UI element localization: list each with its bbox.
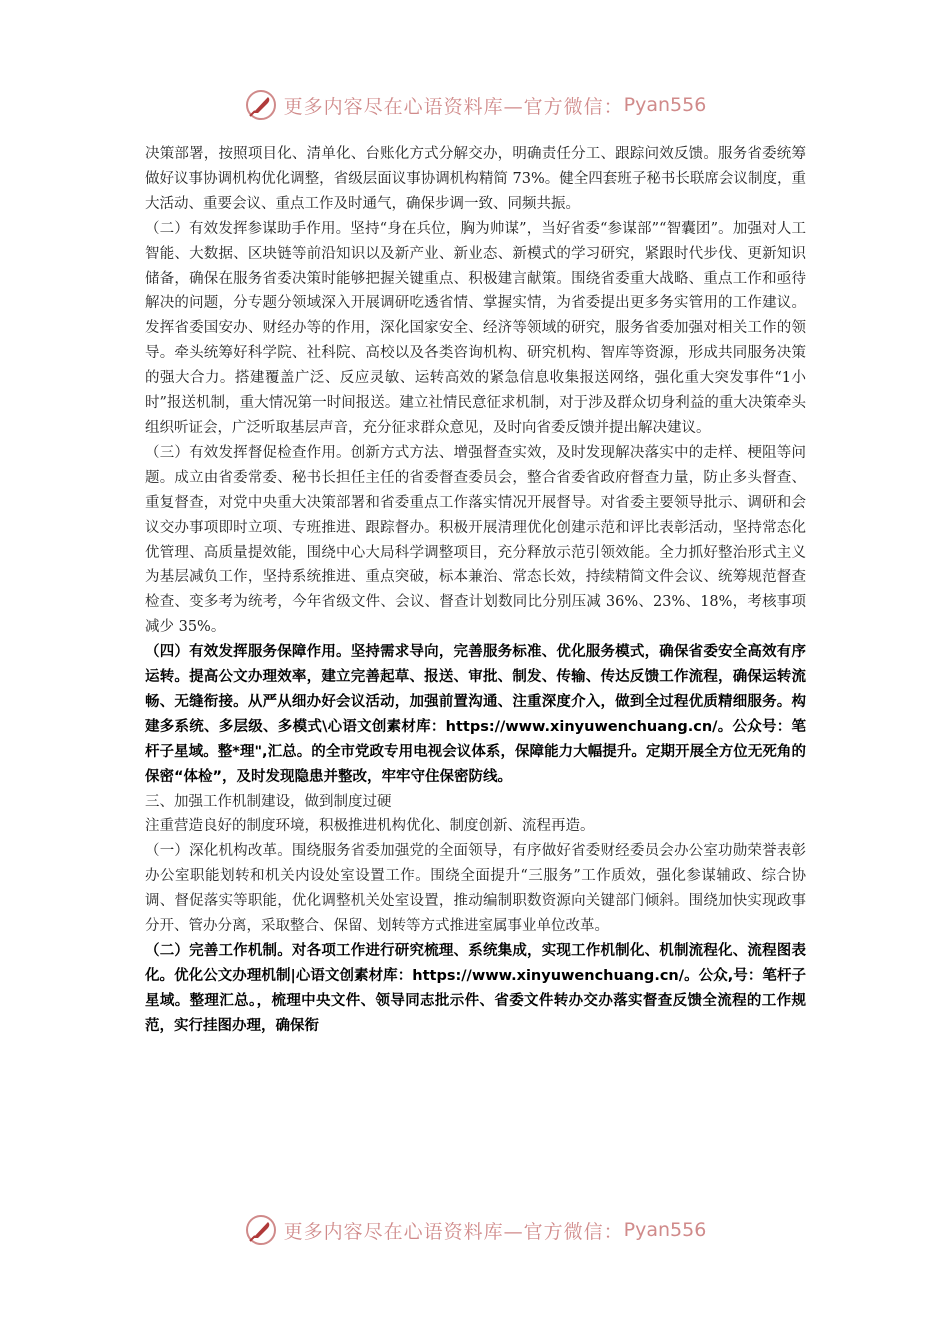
top-banner bbox=[0, 83, 950, 127]
paragraph: 三、加强工作机制建设，做到制度过硬 bbox=[145, 793, 392, 810]
banner-wechat-id: Pyan556 bbox=[623, 1219, 707, 1241]
paragraph: （二）有效发挥参谋助手作用。坚持“身在兵位，胸为帅谋”，当好省委“参谋部”“智囊团”。加强对人工智能、大数据、区块链等前沿知识以及新产业、新业态、新模式的学习研究，紧跟时代步伐、更新知识储备，确保在服务省委决策时能够把握关键重点、积极建言献策。围绕省委重大战略、重点工作和亟待解决的问题，分专题分领域深入开展调研吃透省情、掌握实情，为省委提出更多务实管用的工作建议。发挥省委国安办、财经办等的作用，深化国家安全、经济等领域的研究，服务省委加强对相关工作的领导。牵头统筹好科学院、社科院、高校以及各类咨询机构、研究机构、智库等资源，形成共同服务决策的强大合力。搭建覆盖广泛、反应灵敏、运转高效的紧急信息收集报送网络，强化重大突发事件“1小时”报送机制，重大情况第一时间报送。建立社情民意征求机制，对于涉及群众切身利益的重大决策牵头组织听证会，广泛听取基层声音，充分征求群众意见，及时向省委反馈并提出解决建议。 bbox=[145, 220, 806, 436]
document-body bbox=[145, 142, 806, 1039]
quill-pen-icon bbox=[244, 1213, 278, 1247]
paragraph: 决策部署，按照项目化、清单化、台账化方式分解交办，明确责任分工、跟踪问效反馈。服务省委统筹做好议事协调机构优化调整，省级层面议事协调机构精简 73%。健全四套班子秘书长联席会议制度，重大活动、重要会议、重点工作及时通气，确保步调一致、同频共振。 bbox=[145, 146, 806, 212]
paragraph: （三）有效发挥督促检查作用。创新方式方法、增强督查实效，及时发现解决落实中的走样、梗阻等问题。成立由省委常委、秘书长担任主任的省委督查委员会，整合省委省政府督查力量，防止多头督查、重复督查，对党中央重大决策部署和省委重点工作落实情况开展督导。对省委主要领导批示、调研和会议交办事项即时立项、专班推进、跟踪督办。积极开展清理优化创建示范和评比表彰活动，坚持常态化优管理、高质量提效能，围绕中心大局科学调整项目，充分释放示范引领效能。全力抓好整治形式主义为基层减负工作，坚持系统推进、重点突破，标本兼治、常态长效，持续精简文件会议、统筹规范督查检查、变多考为统考，今年省级文件、会议、督查计划数同比分别压减 36%、23%、18%，考核事项减少 35%。 bbox=[145, 444, 806, 636]
paragraph: （一）深化机构改革。围绕服务省委加强党的全面领导，有序做好省委财经委员会办公室功勋荣誉表彰办公室职能划转和机关内设处室设置工作。围绕全面提升“三服务”工作质效，强化参谋辅政、综合协调、督促落实等职能，优化调整机关处室设置，推动编制职数资源向关键部门倾斜。围绕加快实现政事分开、管办分离，采取整合、保留、划转等方式推进室属事业单位改革。 bbox=[145, 843, 806, 935]
paragraph: （四）有效发挥服务保障作用。坚持需求导向，完善服务标准、优化服务模式，确保省委安全高效有序运转。提高公文办理效率，建立完善起草、报送、审批、制发、传输、传达反馈工作流程，确保运转流畅、无缝衔接。从严从细办好会议活动，加强前置沟通、注重深度介入，做到全过程优质精细服务。构建多系统、多层级、多模式\心语文创素材库：https://www.xinyuwenchuang.cn/。公众号：笔杆子星域。整*理",汇总。的全市党政专用电视会议体系，保障能力大幅提升。定期开展全方位无死角的保密“体检”，及时发现隐患并整改，牢牢守住保密防线。 bbox=[145, 644, 806, 785]
quill-pen-icon bbox=[244, 88, 278, 122]
bottom-banner bbox=[0, 1208, 950, 1252]
paragraph: （二）完善工作机制。对各项工作进行研究梳理、系统集成，实现工作机制化、机制流程化、流程图表化。优化公文办理机制|心语文创素材库：https://www.xinyuwenchuang.cn/。公众,号：笔杆子星域。整理汇总。，梳理中央文件、领导同志批示件、省委文件转办交办落实督查反馈全流程的工作规范，实行挂图办理，确保衔 bbox=[145, 943, 806, 1034]
paragraph: 注重营造良好的制度环境，积极推进机构优化、制度创新、流程再造。 bbox=[145, 818, 595, 835]
banner-text: 更多内容尽在心语资料库—官方微信： bbox=[283, 95, 624, 118]
banner-text: 更多内容尽在心语资料库—官方微信： bbox=[283, 1220, 624, 1243]
banner-wechat-id: Pyan556 bbox=[623, 94, 707, 116]
